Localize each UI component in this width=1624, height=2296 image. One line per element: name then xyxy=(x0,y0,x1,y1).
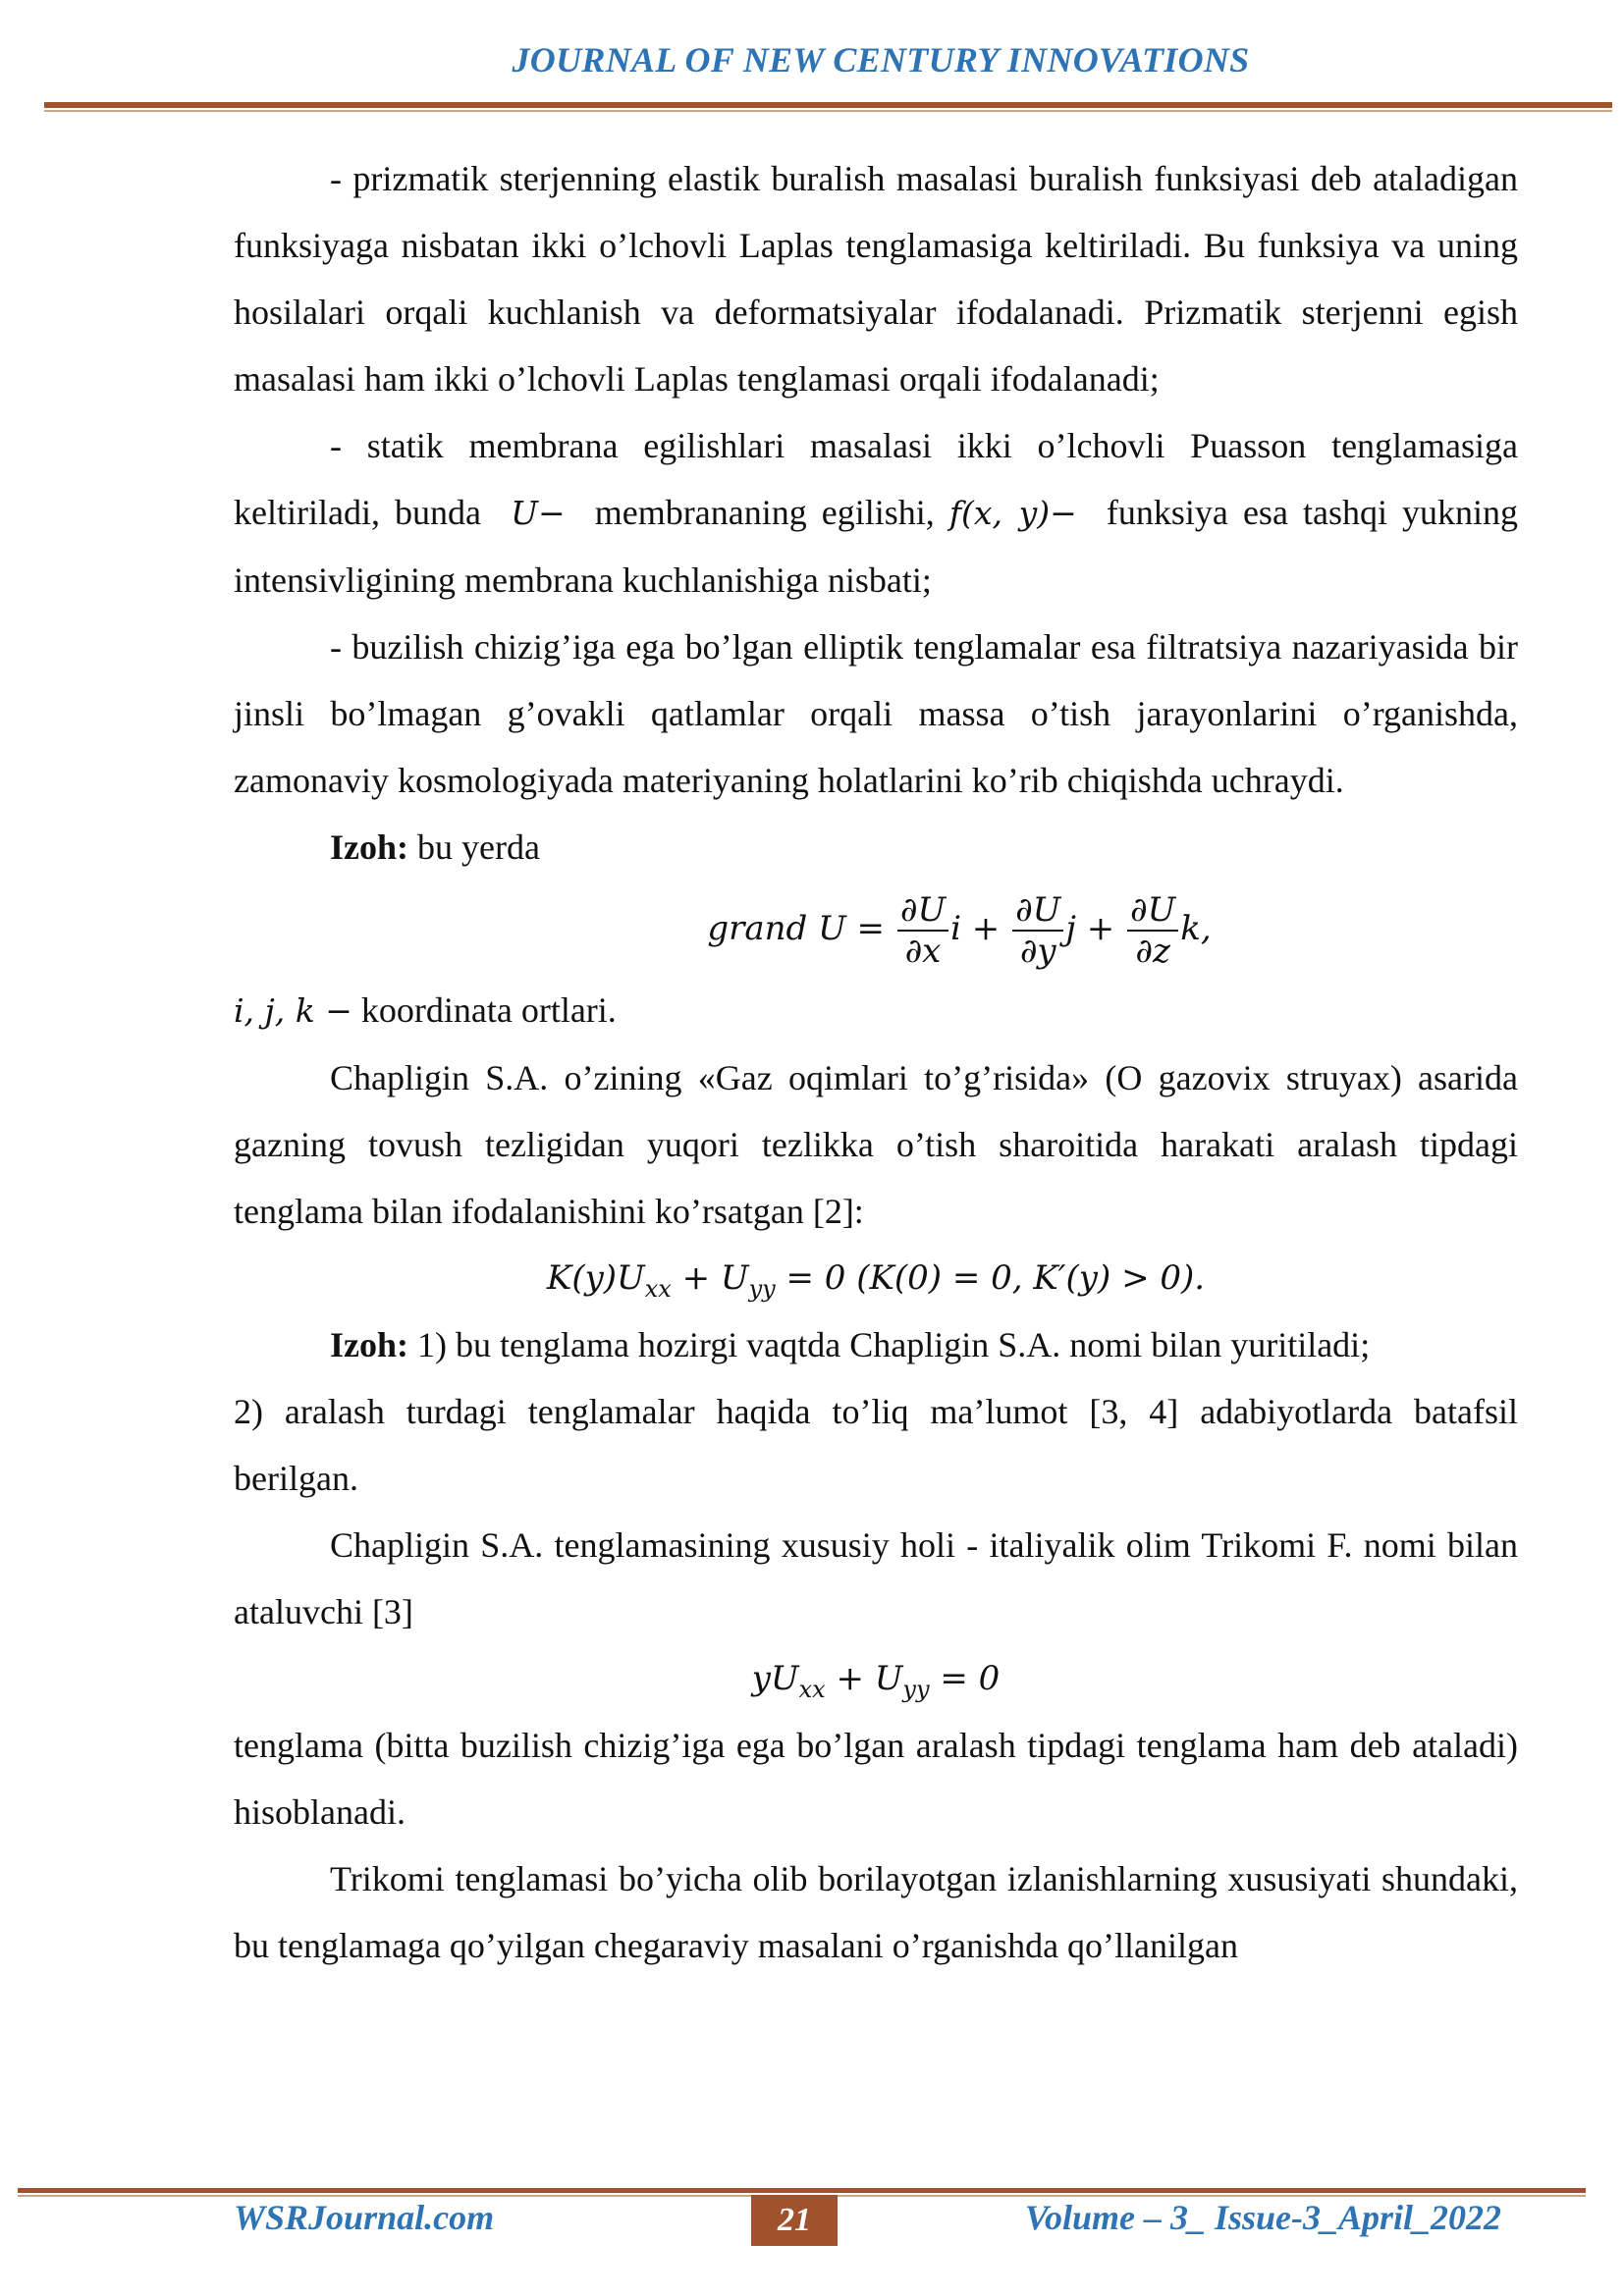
header-rule xyxy=(44,102,1612,108)
eq1-frac-y: $\frac{\partial U}{\partial y}$ xyxy=(1012,890,1063,971)
membrane-text-c: funksiya esa tashqi yukning intensivligining membrana kuchlanishiga nisbati; xyxy=(234,493,1519,600)
paragraph-tricomi-research: Trikomi tenglamasi bo’yicha olib borilayotgan izlanishlarning xususiyati shundaki, bu tenglamaga qo’yilgan chegaraviy masalani o’rganishda qo’llanilgan xyxy=(234,1859,1518,1965)
ijk-math: i, j, k − xyxy=(234,991,352,1030)
ijk-line xyxy=(234,977,1518,1044)
eq1-j: j + xyxy=(1065,909,1115,948)
equation-chapligin: $K(y)U_{xx} + U_{yy} = 0$ (K(0) = 0, K′(y) > 0). xyxy=(546,1258,1206,1303)
header-rule-thin xyxy=(44,110,1612,112)
note-2 xyxy=(234,1311,1518,1378)
eq1-frac-x: $\frac{\partial U}{\partial x}$ xyxy=(897,890,948,971)
paragraph-membrane xyxy=(234,412,1518,614)
membrane-text-a: - statik membrana egilishlari masalasi ikki o’lchovli Puasson tenglamasiga keltiriladi, bunda xyxy=(234,426,1518,532)
eq1-frac-z: $\frac{\partial U}{\partial z}$ xyxy=(1127,890,1178,971)
membrane-var-u: U− xyxy=(511,494,566,532)
membrane-text-b: membrananing egilishi, xyxy=(594,493,935,532)
footer-website: WSRJournal.com xyxy=(234,2198,495,2237)
paragraph-tricomi-def: tenglama (bitta buzilish chizig’iga ega bo’lgan aralash tipdagi tenglama ham deb ataladi) hisoblanadi. xyxy=(234,1726,1518,1832)
membrane-var-f: f(x, y)− xyxy=(948,494,1077,532)
footer-rule xyxy=(18,2188,1586,2193)
paragraph-mixed-types: 2) aralash turdagi tenglamalar haqida to’liq ma’lumot [3, 4] adabiyotlarda batafsil berilgan. xyxy=(234,1392,1518,1498)
ijk-text: koordinata ortlari. xyxy=(360,990,617,1030)
paragraph-tricomi-intro: Chapligin S.A. tenglamasining xususiy holi - italiyalik olim Trikomi F. nomi bilan ataluvchi [3] xyxy=(234,1525,1518,1631)
note-2-text: 1) bu tenglama hozirgi vaqtda Chapligin S.A. nomi bilan yuritiladi; xyxy=(417,1325,1371,1364)
page-body xyxy=(234,145,1518,1979)
note-2-label: Izoh: xyxy=(330,1325,408,1364)
note-1 xyxy=(234,814,1518,881)
paragraph-torsion: - prizmatik sterjenning elastik buralish masalasi buralish funksiyasi deb ataladigan funksiyaga nisbatan ikki o’lchovli Laplas tenglamasiga keltiriladi. Bu funksiya va uning hosilalari orqali kuchlanish va deformatsiyalar ifodalanadi. Prizmatik sterjenni egish masalasi ham ikki o’lchovli Laplas tenglamasi orqali ifodalanadi; xyxy=(234,159,1518,399)
page-number: 21 xyxy=(751,2195,838,2246)
eq1-lhs: grand U = xyxy=(707,909,886,948)
paragraph-elliptic: - buzilish chizig’iga ega bo’lgan elliptik tenglamalar esa filtratsiya nazariyasida bir jinsli bo’lmagan g’ovakli qatlamlar orqali massa o’tish jarayonlarini o’rganishda, zamonaviy kosmologiyada materiyaning holatlarini ko’rib chiqishda uchraydi. xyxy=(234,627,1518,800)
equation-tricomi: $yU_{xx} + U_{yy} = 0$ xyxy=(751,1659,1001,1703)
paragraph-chapligin: Chapligin S.A. o’zining «Gaz oqimlari to’g’risida» (O gazovix struyax) asarida gazning tovush tezligidan yuqori tezlikka o’tish sharoitida harakati aralash tipdagi tenglama bilan ifodalanishini ko’rsatgan [2]: xyxy=(234,1058,1518,1231)
note-1-text: bu yerda xyxy=(417,828,540,867)
note-1-label: Izoh: xyxy=(330,828,408,867)
equation-gradient xyxy=(234,881,1518,977)
footer-volume: Volume – 3_ Issue-3_April_2022 xyxy=(1024,2198,1501,2237)
journal-title: JOURNAL OF NEW CENTURY INNOVATIONS xyxy=(512,40,1250,80)
eq1-k: k, xyxy=(1180,909,1212,948)
eq1-i: i + xyxy=(950,909,1001,948)
